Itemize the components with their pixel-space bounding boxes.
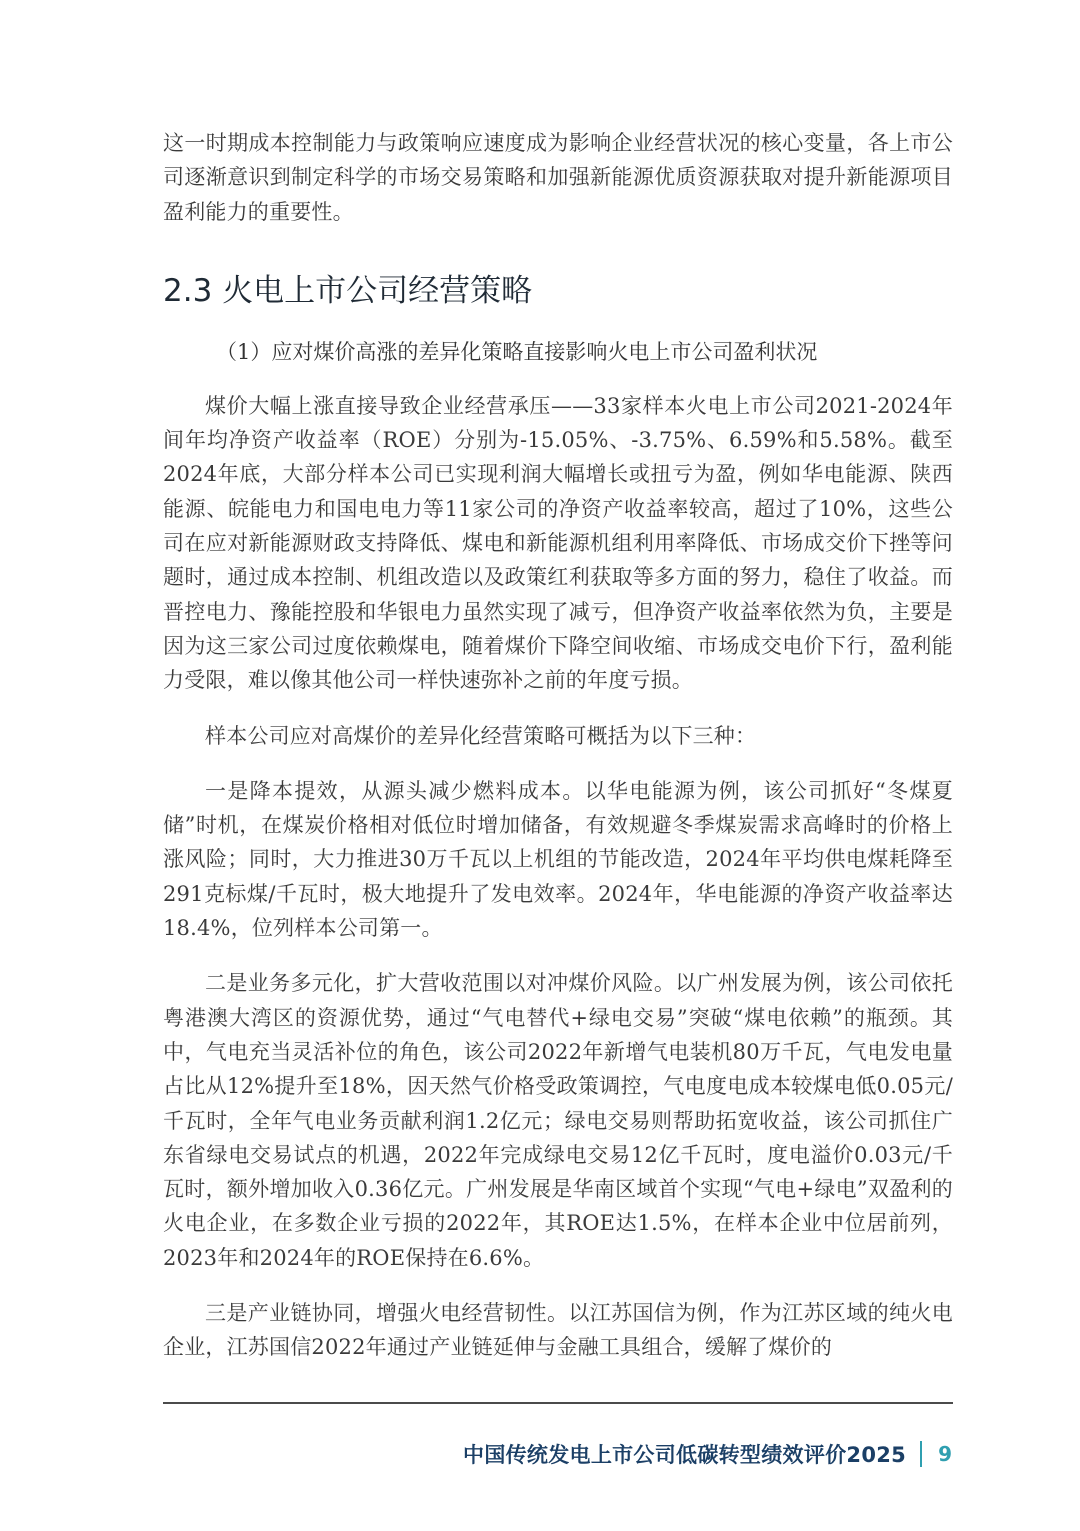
footer-divider bbox=[163, 1402, 953, 1404]
section-subheading: （1）应对煤价高涨的差异化策略直接影响火电上市公司盈利状况 bbox=[216, 339, 818, 364]
section-heading: 2.3 火电上市公司经营策略 bbox=[163, 272, 533, 309]
intro-paragraph: 这一时期成本控制能力与政策响应速度成为影响企业经营状况的核心变量，各上市公司逐渐意识到制定科学的市场交易策略和加强新能源优质资源获取对提升新能源项目盈利能力的重要性。 bbox=[163, 131, 953, 224]
body-paragraph-strategy-three: 三是产业链协同，增强火电经营韧性。以江苏国信为例，作为江苏区域的纯火电企业，江苏国信2022年通过产业链延伸与金融工具组合，缓解了煤价的 bbox=[163, 1301, 953, 1360]
footer-report-title: 中国传统发电上市公司低碳转型绩效评价2025 bbox=[463, 1443, 907, 1467]
body-paragraph-strategy-two: 二是业务多元化，扩大营收范围以对冲煤价风险。以广州发展为例，该公司依托粤港澳大湾区的资源优势，通过“气电替代+绿电交易”突破“煤电依赖”的瓶颈。其中，气电充当灵活补位的角色，该公司2022年新增气电装机80万千瓦，气电发电量占比从12%提升至18%，因天然气价格受政策调控，气电度电成本较煤电低0.05元/千瓦时，全年气电业务贡献利润1.2亿元；绿电交易则帮助拓宽收益，该公司抓住广东省绿电交易试点的机遇，2022年完成绿电交易12亿千瓦时，度电溢价0.03元/千瓦时，额外增加收入0.36亿元。广州发展是华南区域首个实现“气电+绿电”双盈利的火电企业，在多数企业亏损的2022年，其ROE达1.5%，在样本企业中位居前列，2023年和2024年的ROE保持在6.6%。 bbox=[163, 971, 953, 1270]
page-footer bbox=[463, 1438, 952, 1470]
page-content bbox=[163, 126, 953, 1365]
body-paragraph-strategies-intro: 样本公司应对高煤价的差异化经营策略可概括为以下三种： bbox=[205, 723, 757, 748]
body-paragraph-strategy-one: 一是降本提效，从源头减少燃料成本。以华电能源为例，该公司抓好“冬煤夏储”时机，在煤炭价格相对低位时增加储备，有效规避冬季煤炭需求高峰时的价格上涨风险；同时，大力推进30万千瓦以上机组的节能改造，2024年平均供电煤耗降至291克标煤/千瓦时，极大地提升了发电效率。2024年，华电能源的净资产收益率达18.4%，位列样本公司第一。 bbox=[163, 778, 953, 941]
page-number: 9 bbox=[938, 1442, 952, 1466]
footer-separator bbox=[920, 1441, 922, 1467]
body-paragraph-roe: 煤价大幅上涨直接导致企业经营承压——33家样本火电上市公司2021-2024年间年均净资产收益率（ROE）分别为-15.05%、-3.75%、6.59%和5.58%。截至2024年底，大部分样本公司已实现利润大幅增长或扭亏为盈，例如华电能源、陕西能源、皖能电力和国电电力等11家公司的净资产收益率较高，超过了10%，这些公司在应对新能源财政支持降低、煤电和新能源机组利用率降低、市场成交价下挫等问题时，通过成本控制、机组改造以及政策红利获取等多方面的努力，稳住了收益。而晋控电力、豫能控股和华银电力虽然实现了减亏，但净资产收益率依然为负，主要是因为这三家公司过度依赖煤电，随着煤价下降空间收缩、市场成交电价下行，盈利能力受限，难以像其他公司一样快速弥补之前的年度亏损。 bbox=[163, 393, 953, 693]
